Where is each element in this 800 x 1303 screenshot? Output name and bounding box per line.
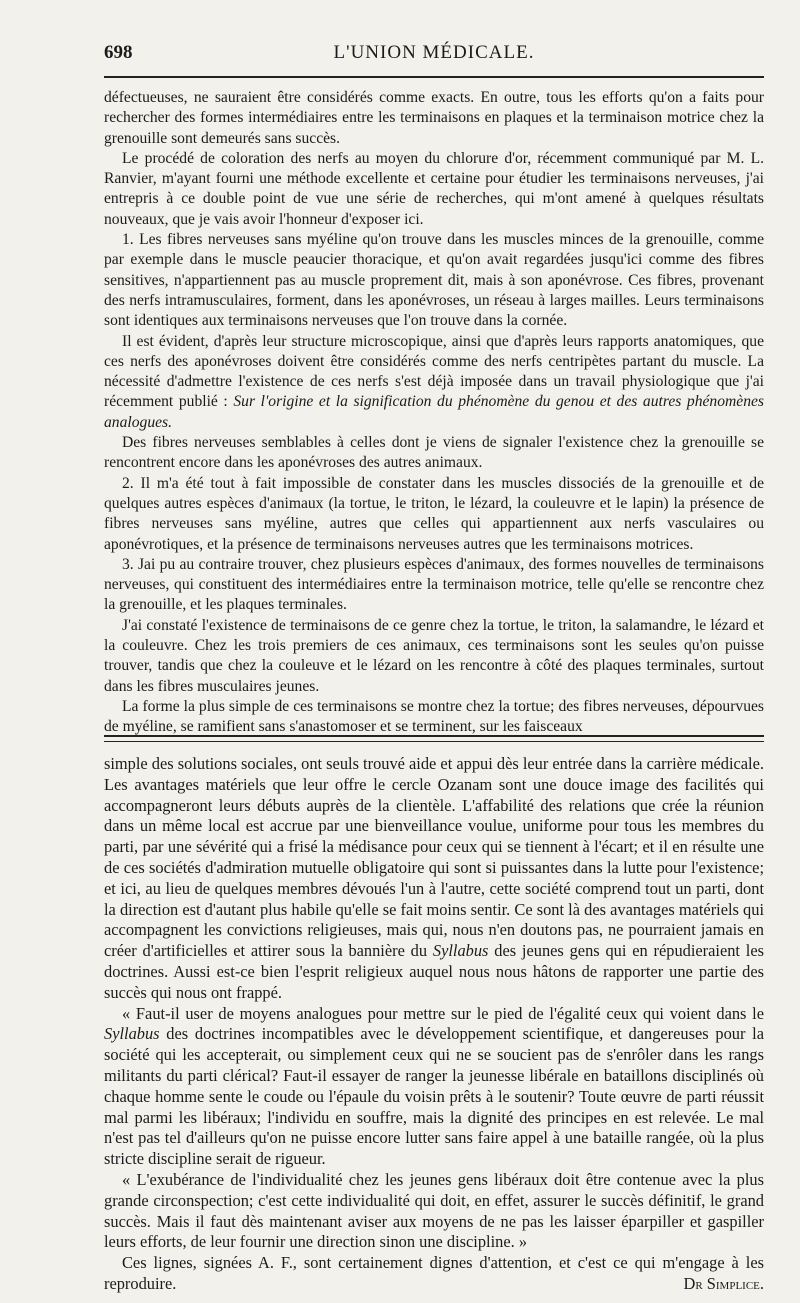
- paragraph: 3. Jai pu au contraire trouver, chez plusieurs espèces d'animaux, des formes nouvelles de terminaisons nerveuses, qui constituent des intermédiaires entre la terminaison motrice, telle qu'elle se rencontre chez la grenouille, et les plaques terminales.: [104, 555, 764, 614]
- signature: Dr Simplice.: [683, 1273, 764, 1293]
- paragraph: [104, 1253, 764, 1295]
- syllabus-term: Syllabus: [104, 1024, 160, 1044]
- header-rule: [104, 76, 764, 78]
- paragraph: [104, 754, 764, 1004]
- page-number: 698: [104, 42, 133, 63]
- paragraph-text: des jeunes gens qui en répudieraient les doctrines. Aussi est-ce bien l'esprit religieux auquel nous nous hâtons de rapporter une partie des succès qui nous ont frappé.: [104, 941, 764, 1002]
- feuilleton-column: [104, 754, 764, 1295]
- paragraph: Le procédé de coloration des nerfs au moyen du chlorure d'or, récemment communiqué par M. L. Ranvier, m'ayant fourni une méthode excellente et certaine pour étudier les terminaisons nerveuses, j'ai entrepris à ce double point de vue une série de recherches, qui m'ont amené à quelques résultats nouveaux, que je vais avoir l'honneur d'exposer ici.: [104, 149, 764, 228]
- paragraph: 2. Il m'a été tout à fait impossible de constater dans les muscles dissociés de la grenouille et de quelques autres espèces d'animaux (la tortue, le triton, le lézard, la couleuvre et le lapin) la présence de fibres nerveuses sans myéline, autres que celles qui appartiennent aux nerfs vasculaires ou aponévrotiques, et la présence de terminaisons nerveuses autres que les terminaisons motrices.: [104, 474, 764, 553]
- paragraph: 1. Les fibres nerveuses sans myéline qu'on trouve dans les muscles minces de la grenouille, comme par exemple dans le muscle peaucier thoracique, et qu'on avait regardées jusqu'ici comme des fibres sensitives, n'appartiennent pas au muscle proprement dit, mais à son aponévrose. Ces fibres, provenant des nerfs intramusculaires, forment, dans les aponévroses, un réseau à larges mailles. Leurs terminaisons sont identiques aux terminaisons nerveuses que l'on trouve dans la cornée.: [104, 231, 764, 330]
- paragraph-text: Il est évident, d'après leur structure microscopique, ainsi que d'après leurs rapports anatomiques, que ces nerfs des aponévroses doivent être considérés comme des nerfs centripètes partant du muscle. La nécessité d'admettre l'existence de ces nerfs s'est déjà imposée dans un travail physiologique que j'ai récemment publié :: [104, 332, 764, 411]
- paragraph: Des fibres nerveuses semblables à celles dont je viens de signaler l'existence chez la grenouille se rencontrent encore dans les aponévroses des autres animaux.: [104, 434, 764, 472]
- paragraph: défectueuses, ne sauraient être considérés comme exacts. En outre, tous les efforts qu'on a faits pour rechercher des formes intermédiaires entre les terminaisons en plaques et la terminaison motrice chez la grenouille sont demeurés sans succès.: [104, 89, 764, 147]
- paragraph: J'ai constaté l'existence de terminaisons de ce genre chez la tortue, le triton, la salamandre, le lézard et la couleuvre. Chez les trois premiers de ces animaux, ces terminaisons sont les seules qu'on puisse trouver, tandis que chez la couleuve et le lézard on les rencontre à côté des plaques terminales, surtout dans les fibres musculaires jeunes.: [104, 616, 764, 695]
- paragraph-text: simple des solutions sociales, ont seuls trouvé aide et appui dès leur entrée dans la carrière médicale. Les avantages matériels que leur offre le cercle Ozanam sont une douce image des facilités qui accompagneront leurs débuts auprès de la clientèle. L'affabilité des relations que crée la réunion dans un même local est accrue par une bienveillance voulue, uniforme pour tous les membres du parti, par une sévérité qui a frisé la médisance pour ceux qui se tiennent à l'écart; et il en résulte une de ces sociétés d'admiration mutuelle obligatoire qui sont si puissantes dans la lutte pour l'existence; et ici, au lieu de quelques membres dévoués l'un à l'autre, cette société comprend tout un parti, dont la direction est d'autant plus habile qu'elle se fait moins sentir. Ce sont là des avantages matériels qui accompagnent les convictions religieuses, mais qui, nous n'en doutons pas, ne pourraient jamais en créer d'artificielles et attirer sous la bannière du: [104, 754, 764, 961]
- publication-title: Sur l'origine et la signification du phénomène du genou et des autres phénomènes analogues.: [104, 393, 764, 431]
- paragraph: [104, 332, 764, 433]
- paragraph-text: des doctrines incompatibles avec le développement scientifique, et dangereuses pour la société qui les accepterait, ou simplement ceux qui ne se soucient pas de s'enrôler dans les rangs militants du parti clérical? Faut-il essayer de ranger la jeunesse libérale en bataillons disciplinés où chaque homme sente le coude ou l'épaule du voisin prêts à le soutenir? Toute œuvre de parti réussit mal parmi les libéraux; l'individu en souffre, mais la dignité des principes en est relevée. Le mal n'est pas tel d'ailleurs qu'on ne puisse encore lutter sans faire appel à une bataille rangée, où la plus stricte discipline serait de rigueur.: [104, 1024, 764, 1169]
- paragraph: « L'exubérance de l'individualité chez les jeunes gens libéraux doit être contenue avec la plus grande circonspection; c'est cette individualité qui doit, en effet, assurer le succès définitif, le grand succès. Mais il faut dès maintenant aviser aux moyens de ne pas les laisser éparpiller et gaspiller leurs efforts, de leur fournir une direction sinon une discipline. »: [104, 1169, 764, 1252]
- paragraph: [104, 1004, 764, 1170]
- paragraph-text: « Faut-il user de moyens analogues pour mettre sur le pied de l'égalité ceux qui voient dans le: [122, 1003, 764, 1023]
- section-divider: [104, 735, 764, 742]
- syllabus-term: Syllabus: [432, 941, 489, 961]
- paragraph: La forme la plus simple de ces terminaisons se montre chez la tortue; des fibres nerveuses, dépourvues de myéline, se ramifient sans s'anastomoser et se terminent, sur les faisceaux: [104, 697, 764, 736]
- paragraph-text: Ces lignes, signées A. F., sont certainement dignes d'attention, et c'est ce qui m'engage à les reproduire.: [104, 1253, 764, 1293]
- article-column: [104, 88, 764, 738]
- running-title: L'UNION MÉDICALE.: [333, 42, 535, 63]
- running-header: [104, 42, 764, 72]
